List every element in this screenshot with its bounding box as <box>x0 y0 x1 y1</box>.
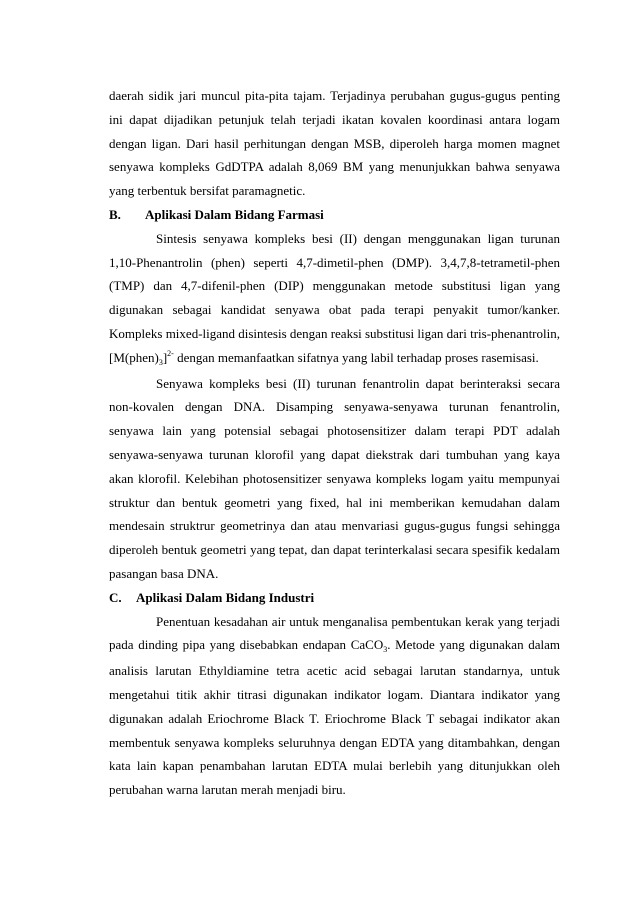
caco3-formula <box>350 637 388 655</box>
section-c-letter: C. <box>109 589 122 605</box>
section-b-paragraph-1-text-end: dengan memanfaatkan sifatnya yang labil terhadap proses rasemisasi. <box>177 349 539 365</box>
section-c-paragraph-text-end: . Metode yang digunakan dalam analisis larutan Ethyldiamine tetra acetic acid sebagai larutan standarnya, untuk mengetahui titik akhir titrasi digunakan indikator logam. Diantara indikator yang digunakan adalah Eriochrome Black T. Eriochrome Black T sebagai indikator akan membentuk senyawa kompleks seluruhnya dengan EDTA yang ditambahkan, dengan kata lain kapan penambahan larutan EDTA mulai berlebih yang ditunjukkan oleh perubahan warna larutan merah menjadi biru. <box>109 637 560 798</box>
section-c-heading <box>109 586 560 610</box>
section-b-paragraph-1-text: Sintesis senyawa kompleks besi (II) dengan menggunakan ligan turunan 1,10-Phenantrolin (phen) seperti 4,7-dimetil-phen (DMP). 3,4,7,8-tetrametil-phen (TMP) dan 4,7-difenil-phen (DIP) menggunakan metode substitusi ligan yang digunakan sebagai kandidat senyawa obat pada terapi penyakit tumor/kanker. Kompleks mixed-ligand disintesis dengan reaksi substitusi ligan dari tris-phenantrolin, <box>109 230 560 341</box>
formula-subscript: 3 <box>158 357 163 367</box>
section-c-paragraph <box>109 610 560 802</box>
caco3-base: CaCO <box>350 637 384 653</box>
section-c-paragraph-text: Penentuan kesadahan air untuk menganalisa pembentukan kerak yang terjadi pada dinding pipa yang disebabkan endapan <box>109 613 560 653</box>
section-b-heading <box>109 203 560 227</box>
page-content <box>109 84 560 802</box>
section-b-title: Aplikasi Dalam Bidang Farmasi <box>145 206 324 222</box>
formula-base: [M(phen) <box>109 349 159 365</box>
metal-phen-formula <box>109 350 174 365</box>
intro-paragraph: daerah sidik jari muncul pita-pita tajam. Terjadinya perubahan gugus-gugus penting ini dapat dijadikan petunjuk telah terjadi ikatan kovalen koordinasi antara logam dengan ligan. Dari hasil perhitungan dengan MSB, diperoleh harga momen magnet senyawa kompleks GdDTPA adalah 8,069 BM yang menunjukkan bahwa senyawa yang terbentuk bersifat paramagnetic. <box>109 88 560 199</box>
section-b-paragraph-2: Senyawa kompleks besi (II) turunan fenantrolin dapat berinteraksi secara non-kovalen dengan DNA. Disamping senyawa-senyawa turunan fenantrolin, senyawa lain yang potensial sebagai photosensitizer dalam terapi PDT adalah senyawa-senyawa turunan klorofil yang dapat diekstrak dari tumbuhan yang kaya akan klorofil. Kelebihan photosensitizer senyawa kompleks logam yaitu mempunyai struktur dan bentuk geometri yang fixed, hal ini memberikan kemudahan dalam mendesain struktrur geometrinya dan atau menvariasi gugus-gugus fungsi sehingga diperoleh bentuk geometri yang tepat, dan dapat terinterkalasi secara spesifik kedalam pasangan basa DNA. <box>109 375 560 581</box>
caco3-subscript: 3 <box>383 645 388 655</box>
section-b-paragraph-1 <box>109 227 560 372</box>
section-c-title: Aplikasi Dalam Bidang Industri <box>136 589 315 605</box>
section-b-letter: B. <box>109 206 121 222</box>
formula-superscript: 2- <box>167 348 174 358</box>
formula-close: ] <box>162 349 168 365</box>
